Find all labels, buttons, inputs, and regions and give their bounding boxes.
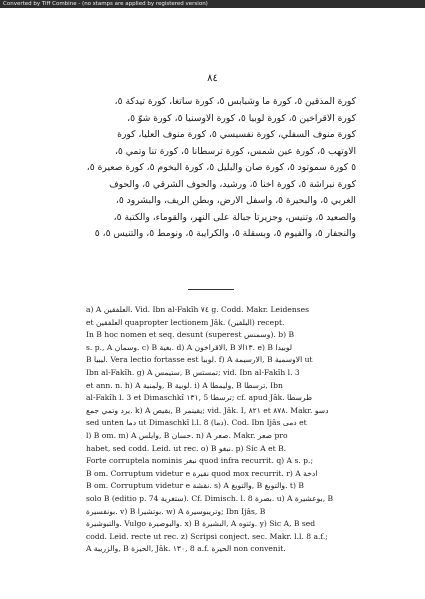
footnote-line: a) A العلفقين. Vid. Ibn al-Fakîh ٧٤ g. Codd. Makr. Leidenses <box>86 305 310 314</box>
footnote-line: بونقسيرة. v) B بوتشيرا. w) A وتريبوسيرة; Ibn Ijâs, B <box>86 506 266 516</box>
footnote-line: والتبوشيرة. Vulgo والبوصيرة. x) B البشيرة, A وثنوه. y) Sic A, B sed <box>86 519 316 529</box>
footnote-line: sed unten دما ut Dimaschkî l.l. 8 (دما). Cod. Ibn Ijâs دمى et <box>86 418 307 428</box>
footnote-line: B ليبيا. Vera lectio fortasse est لوبيا. f) A الارسيمة, B الاوسمية ut <box>86 355 313 365</box>
arabic-line: كورة المذقين ٥، كورة ما وشبابس ٥، كورة ساتغا، كورة تيدكة ٥، <box>114 96 356 107</box>
converter-banner: Converted by Tiff Combine - (no stamps are applied by registered version) <box>0 0 425 8</box>
footnote-line: habet, sed codd. Leid. ut rec. o) B نبغو. p) Sic A et B. <box>86 443 287 453</box>
footnote-line: A والزريبة, B الحيزة, Jâk. ١٣٠, 8 a.f. الحيزة non convenit. <box>86 544 286 554</box>
footnote-line: B om. Corruptum videtur e نقيرة quod mox recurrit. r) A ادخة <box>86 468 318 478</box>
footnote-line: et ann. n. h) A ولمنية, B لوبية. i) A وليمطا, B ترسطا, Ibn <box>86 380 283 390</box>
arabic-line: كورة نبراشة ٥، كورة اخنا ٥، ورشيد، والحوف الشرقي ٥، والحوف <box>109 178 356 190</box>
footnote-line: et العلفقين quapropter lectionem Jâk. (البلقين) recept. <box>86 317 285 327</box>
footnote-line: l) B om. m) A وايلس, B حسان. n) A صعر. Makr. صعر pro <box>86 430 288 440</box>
footnote-line: al-Fakîh l. 3 et Dimaschkî ١٣١, 5 ترسطا; cf. apud Jâk. طرسطا <box>86 393 313 403</box>
arabic-line: الاوتهب ٥، كورة عين شمس، كورة ترسطانا ٥، كورة تنا وتمي ٥، <box>114 145 356 157</box>
footnote-line: Ibn al-Fakîh. g) A ستيمس, B تمستس; vid. Ibn al-Fakîh l. 3 <box>86 367 300 377</box>
arabic-line: والصعيد ٥، وتنيس، وجزيرتا جبالة على النهر، والقوماء، والكتبة ٥، <box>113 211 356 223</box>
footnote-divider <box>188 289 234 290</box>
footnote-line: Forte corruptela nominis نبغر quod infra recurrit. q) A s. p.; <box>86 456 314 466</box>
footnote-line: In B hoc nomen et seq. desunt (superest وسمنس). b) B <box>86 330 295 340</box>
arabic-text-block <box>86 94 356 243</box>
arabic-line: ٥ كورة سموتود ٥، كورة صان والبليل ٥، كورة البخوم ٥، كورة صعيرة ٥، <box>86 162 356 173</box>
arabic-line: والنجفار ٥، والفيوم ٥، وبسقلة ٥، والكرايبة ٥، ونومط ٥، والتنيس ٥، ٥ <box>94 228 356 239</box>
arabic-line: الغربي ٥، والبحيرة ٥، واسفل الارض، وبطن الريف، والبشرود ٥، <box>115 195 356 206</box>
page-number: ٨٤ <box>207 73 218 84</box>
footnote-line: يرد وتمي جمع. k) A بقيص, B يقينمر; vid. Jâk. I, ٨٢١ et ٨٧٨. Makr. دسو <box>86 405 329 415</box>
footnote-line: codd. Leid. recte ut rec. z) Scripsi conject. sec. Makr. l.l. 8 a.f.; <box>86 531 328 541</box>
footnote-line: solo B (editio p. 74 ستغرية). Cf. Dimisch. l. 8 بصرة. u) A بوعشيرة, B <box>86 493 334 503</box>
arabic-line: كورة منوف السفلي، كورة نفسيسي ٥، كورة منوف العليا، كورة <box>117 129 356 140</box>
arabic-line: كورة الاقراخين ٥، كورة لوبيا ٥، كورة الاوسنيا ٥، كورة شوّ ٥، <box>127 112 356 124</box>
footnotes-block <box>86 304 360 556</box>
footnote-line: B om. Corruptum videtur e نقشة. s) A والتوبغ, B والتوبغ. t) B <box>86 481 304 491</box>
footnote-line: s. p., A وسمان. c) B بغية. d) A الاقراخون, B ١٣الا. e) B لوبيدا <box>86 342 293 352</box>
